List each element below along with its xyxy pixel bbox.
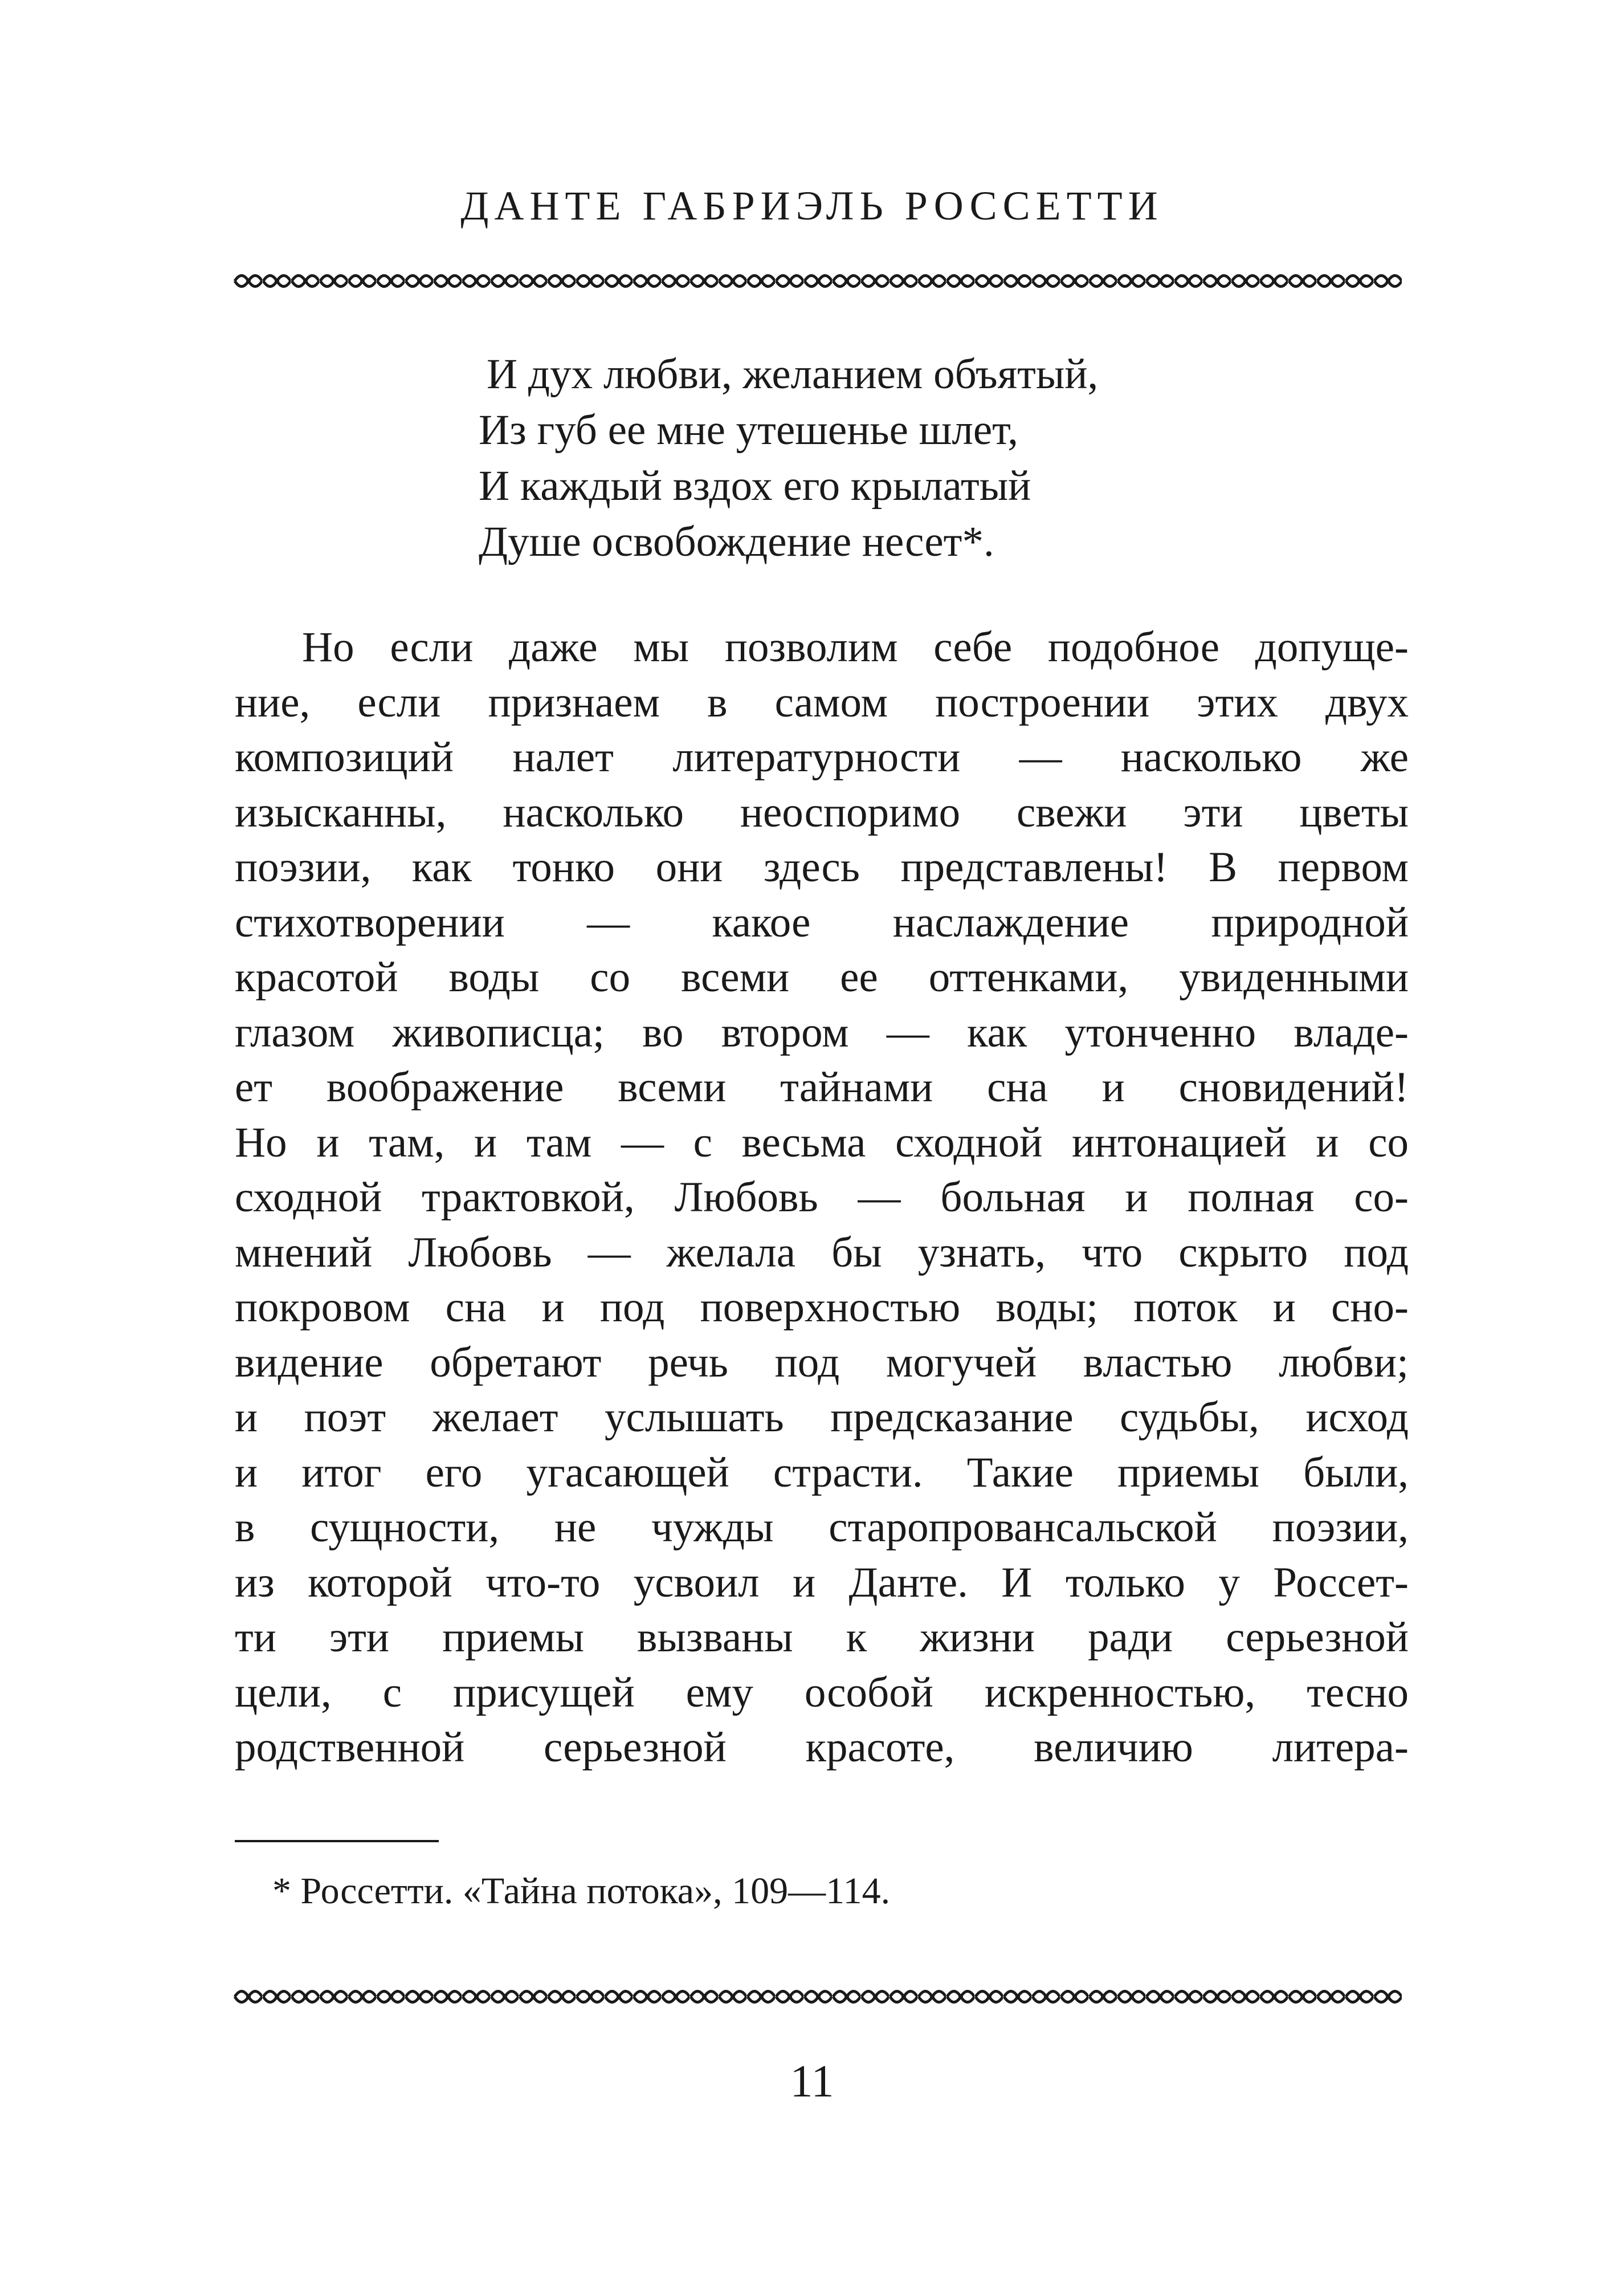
running-head: ДАНТЕ ГАБРИЭЛЬ РОССЕТТИ [460, 183, 1164, 229]
text-line: мнений Любовь — желала бы узнать, что скрыто под [235, 1228, 1409, 1276]
text-line: ти эти приемы вызваны к жизни ради серьезной [235, 1614, 1409, 1661]
verse-line: Душе освобождение несет*. [479, 518, 994, 565]
text-line: из которой что-то усвоил и Данте. И только у Россет- [235, 1558, 1409, 1606]
text-line: покровом сна и под поверхностью воды; поток и сно- [235, 1284, 1409, 1331]
text-line: цели, с присущей ему особой искренностью, тесно [235, 1668, 1409, 1716]
text-line: изысканны, насколько неоспоримо свежи эти цветы [235, 788, 1409, 836]
text-line: красотой воды со всеми ее оттенками, увиденными [235, 954, 1409, 1001]
text-line: родственной серьезной красоте, величию литера- [235, 1724, 1409, 1771]
text-line: глазом живописца; во втором — как утонченно владе- [235, 1008, 1409, 1056]
text-line: и итог его угасающей страсти. Такие приемы были, [235, 1448, 1409, 1496]
verse-line: И каждый вздох его крылатый [479, 462, 1031, 510]
verse-line: Из губ ее мне утешенье шлет, [479, 406, 1019, 454]
text-line: ет воображение всеми тайнами сна и сновидений! [235, 1064, 1409, 1111]
text-line: Но и там, и там — с весьма сходной интонацией и со [235, 1118, 1409, 1166]
text-line: и поэт желает услышать предсказание судьбы, исход [235, 1394, 1409, 1441]
text-line: стихотворении — какое наслаждение природной [235, 898, 1409, 946]
bottom-ornament-border-icon [234, 1984, 1402, 2010]
text-line: в сущности, не чужды старопровансальской поэзии, [235, 1504, 1409, 1551]
verse-block [479, 347, 1447, 570]
text-line: ние, если признаем в самом построении этих двух [235, 678, 1409, 726]
text-line: Но если даже мы позволим себе подобное допуще- [302, 624, 1409, 671]
text-line: композиций налет литературности — насколько же [235, 734, 1409, 781]
page-number: 11 [790, 2057, 834, 2107]
body-text [235, 620, 1409, 1776]
footnote: * Россетти. «Тайна потока», 109—114. [272, 1870, 891, 1912]
text-line: поэзии, как тонко они здесь представлены! В первом [235, 844, 1409, 891]
top-ornament-border-icon [234, 268, 1402, 294]
verse-line: И дух любви, желанием объятый, [487, 351, 1099, 398]
footnote-rule [235, 1840, 439, 1842]
text-line: сходной трактовкой, Любовь — больная и полная со- [235, 1174, 1409, 1221]
text-line: видение обретают речь под могучей властью любви; [235, 1338, 1409, 1386]
